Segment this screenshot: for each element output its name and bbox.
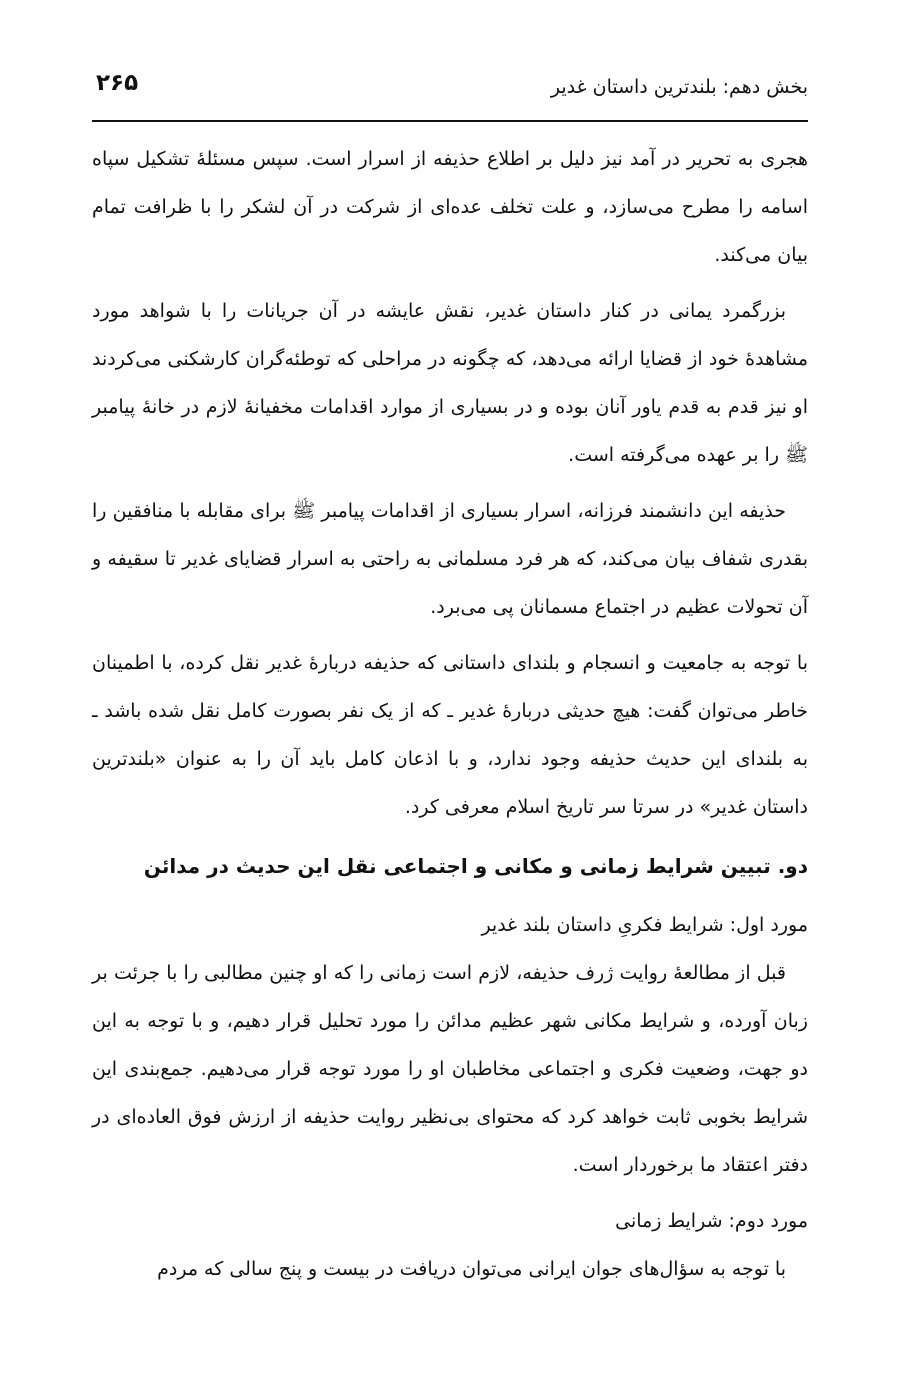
subheading-1: مورد اول: شرایط فکریِ داستان بلند غدیر: [481, 914, 808, 936]
paragraph-4: با توجه به جامعیت و انسجام و بلندای داستانی که حذیفه دربارهٔ غدیر نقل کرده، با اطمینان خاطر می‌توان گفت: هیچ حدیثی دربارهٔ غدیر ـ که از یک نفر بصورت کامل نقل شده باشد ـ به بلندای این حدیث حذیفه وجود ندارد، و با اذعان کامل باید آن را به عنوان «بلندترین داستان غدیر» در سرتا سر تاریخ اسلام معرفی کرد.: [92, 652, 808, 818]
paragraph-2: بزرگمرد یمانی در کنار داستان غدیر، نقش عایشه در آن جریانات را با شواهد مورد مشاهدهٔ خود از قضایا ارائه می‌دهد، که چگونه در مراحلی که توطئه‌گران کارشکنی می‌کردند او نیز قدم به قدم یاور آنان بوده و در بسیاری از موارد اقدامات مخفیانهٔ لازم در خانهٔ پیامبر ﷺ را بر عهده می‌گرفته است.: [92, 300, 808, 466]
paragraph-6: با توجه به سؤال‌های جوان ایرانی می‌توان دریافت در بیست و پنج سالی که مردم: [157, 1258, 786, 1280]
section-heading: دو. تبیین شرایط زمانی و مکانی و اجتماعی نقل این حدیث در مدائن: [143, 854, 808, 878]
paragraph-5: قبل از مطالعهٔ روایت ژرف حذیفه، لازم است زمانی را که او چنین مطالبی را با جرئت بر زبان آورده، و شرایط مکانی شهر عظیم مدائن را مورد تحلیل قرار دهیم، و با توجه به این دو جهت، وضعیت فکری و اجتماعی مخاطبان او را مورد توجه قرار می‌دهیم. جمع‌بندی این شرایط بخوبی ثابت خواهد کرد که محتوای بی‌نظیر روایت حذیفه از ارزش فوق العاده‌ای در دفتر اعتقاد ما برخوردار است.: [92, 962, 808, 1176]
page-body: [92, 135, 808, 1293]
paragraph-3: حذیفه این دانشمند فرزانه، اسرار بسیاری از اقدامات پیامبر ﷺ برای مقابله با منافقین را بقدری شفاف بیان می‌کند، که هر فرد مسلمانی به راحتی به اسرار قضایای غدیر تا سقیفه و آن تحولات عظیم در اجتماع مسمانان پی می‌برد.: [92, 500, 808, 618]
running-title: بخش دهم: بلندترین داستان غدیر: [550, 76, 808, 98]
page-number: ۲۶۵: [96, 70, 139, 96]
paragraph-1: هجری به تحریر در آمد نیز دلیل بر اطلاع حذیفه از اسرار است. سپس مسئلهٔ تشکیل سپاه اسامه را مطرح می‌سازد، و علت تخلف عده‌ای از شرکت در آن لشکر را با ظرافت تمام بیان می‌کند.: [92, 148, 808, 266]
subheading-2: مورد دوم: شرایط زمانی: [615, 1210, 808, 1232]
page-header: [92, 62, 808, 122]
